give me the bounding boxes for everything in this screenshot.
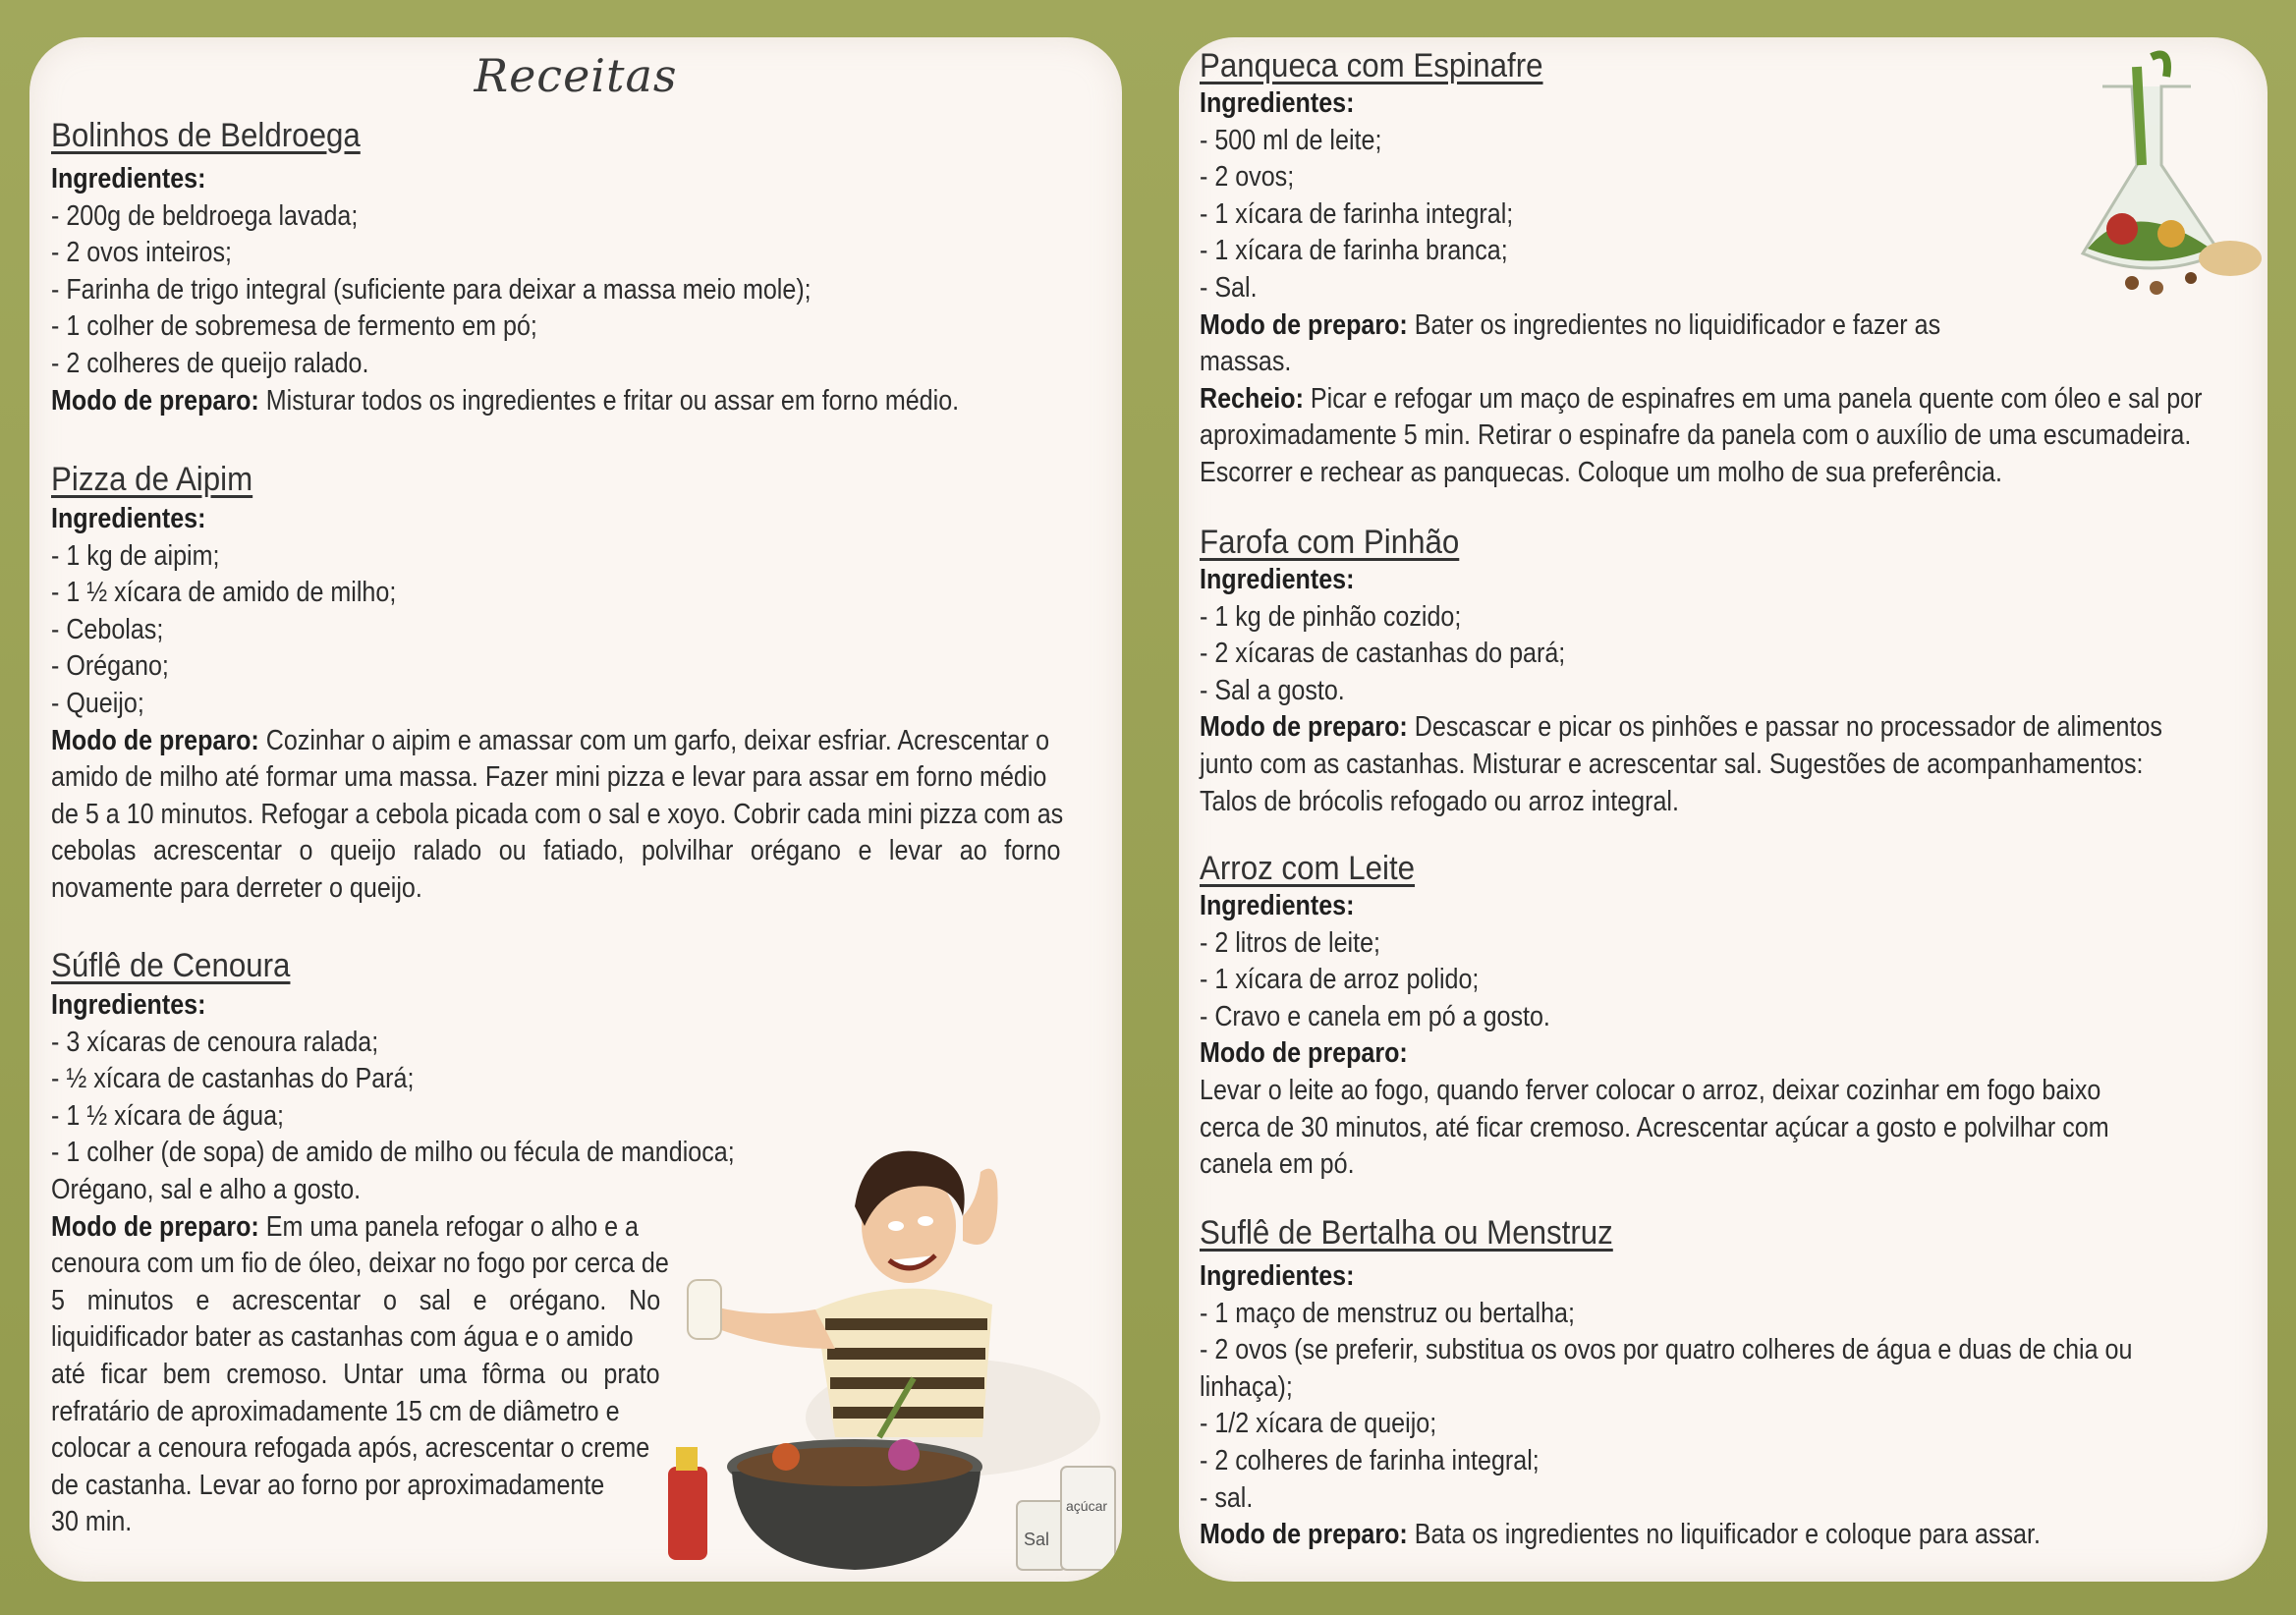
ingredient-line: - 1/2 xícara de queijo; <box>1200 1408 1437 1440</box>
ingredient-line: - 1 ½ xícara de água; <box>51 1099 285 1132</box>
left-panel <box>29 37 1122 1582</box>
ingredient-line: - 2 ovos inteiros; <box>51 237 233 269</box>
method-text: refratário de aproximadamente 15 cm de diâmetro e <box>51 1395 620 1427</box>
method-text: junto com as castanhas. Misturar e acrescentar sal. Sugestões de acompanhamentos: <box>1200 748 2144 780</box>
right-panel <box>1179 37 2268 1582</box>
page-title: Receitas <box>474 49 678 102</box>
recipe-title: Suflê de Bertalha ou Menstruz <box>1200 1214 1613 1252</box>
recipe-title: Bolinhos de Beldroega <box>51 117 361 154</box>
ingredient-line: - 2 ovos (se preferir, substitua os ovos por quatro colheres de água e duas de chia ou <box>1200 1334 2133 1366</box>
recipe-panqueca <box>1200 46 2268 492</box>
ingredient-line: - 500 ml de leite; <box>1200 124 1382 156</box>
ingredient-line: - 2 colheres de farinha integral; <box>1200 1444 1540 1476</box>
method-label: Modo de preparo: <box>1200 1519 1408 1551</box>
method-text: Cozinhar o aipim e amassar com um garfo, deixar esfriar. Acrescentar o <box>258 724 1050 756</box>
method-text: 5 minutos e acrescentar o sal e orégano. No <box>51 1284 661 1316</box>
recipe-title: Farofa com Pinhão <box>1200 524 1460 561</box>
method-text: canela em pó. <box>1200 1148 1355 1181</box>
recipe-title: Pizza de Aipim <box>51 461 253 498</box>
ingredient-line: - Cebolas; <box>51 613 164 645</box>
ingredient-line: - sal. <box>1200 1481 1254 1514</box>
ingredients-label: Ingredientes: <box>1200 564 1355 595</box>
ingredient-line: - Cravo e canela em pó a gosto. <box>1200 1000 1550 1032</box>
ingredients-label: Ingredientes: <box>51 503 206 534</box>
ingredient-line: - Sal. <box>1200 271 1258 304</box>
recipe-title: Arroz com Leite <box>1200 850 1416 887</box>
ingredient-line: - 2 xícaras de castanhas do pará; <box>1200 638 1566 670</box>
method-label: Modo de preparo: <box>1200 308 1408 341</box>
method-text: de castanha. Levar ao forno por aproximadamente <box>51 1469 605 1501</box>
method-text: novamente para derreter o queijo. <box>51 871 422 904</box>
ingredient-line: - 1 ½ xícara de amido de milho; <box>51 577 397 609</box>
ingredient-line: - Queijo; <box>51 687 144 719</box>
ingredient-line: - Farinha de trigo integral (suficiente para deixar a massa meio mole); <box>51 273 812 306</box>
method-text: Bater os ingredientes no liquidificador e fazer as <box>1407 308 1941 341</box>
recipe-title: Súflê de Cenoura <box>51 947 291 984</box>
ingredients-label: Ingredientes: <box>1200 1260 1355 1292</box>
recipe-bolinhos <box>51 116 1122 419</box>
ingredient-line: - 3 xícaras de cenoura ralada; <box>51 1026 379 1058</box>
method-text: Descascar e picar os pinhões e passar no processador de alimentos <box>1407 711 2162 744</box>
ingredient-line: - ½ xícara de castanhas do Pará; <box>51 1063 415 1095</box>
filling-label: Recheio: <box>1200 382 1304 415</box>
sugar-jar-label: açúcar <box>1066 1498 1108 1514</box>
ingredient-line: Orégano, sal e alho a gosto. <box>51 1173 362 1205</box>
method-label: Modo de preparo: <box>1200 1037 1408 1070</box>
method-text: Misturar todos os ingredientes e fritar ou assar em forno médio. <box>258 384 960 417</box>
ingredient-line: linhaça); <box>1200 1370 1293 1403</box>
ingredients-label: Ingredientes: <box>1200 87 1355 119</box>
method-text: até ficar bem cremoso. Untar uma fôrma ou prato <box>51 1358 660 1390</box>
ingredient-line: - 2 ovos; <box>1200 161 1295 194</box>
salt-jar-label: Sal <box>1024 1530 1050 1549</box>
ingredient-line: - 1 xícara de farinha integral; <box>1200 197 1514 230</box>
recipe-pizza-aipim <box>51 460 1122 908</box>
method-text: Talos de brócolis refogado ou arroz integral. <box>1200 785 1679 817</box>
ingredient-line: - 200g de beldroega lavada; <box>51 199 359 232</box>
cook-with-pot-illustration <box>668 1123 1122 1575</box>
method-label: Modo de preparo: <box>51 384 259 417</box>
method-text: Bata os ingredientes no liquificador e coloque para assar. <box>1407 1519 2041 1551</box>
ingredient-line: - Sal a gosto. <box>1200 674 1345 706</box>
method-text: Em uma panela refogar o alho e a <box>258 1210 639 1243</box>
method-text: massas. <box>1200 346 1292 378</box>
ingredient-line: - 1 xícara de farinha branca; <box>1200 235 1508 267</box>
ingredient-line: - 2 colheres de queijo ralado. <box>51 347 369 379</box>
method-label: Modo de preparo: <box>51 724 259 756</box>
method-text: cebolas acrescentar o queijo ralado ou fatiado, polvilhar orégano e levar ao forno <box>51 835 1061 867</box>
ingredient-line: - 1 kg de aipim; <box>51 539 220 572</box>
recipe-sufle-bertalha <box>1200 1213 2268 1554</box>
ingredient-line: - 2 litros de leite; <box>1200 926 1381 959</box>
method-text: amido de milho até formar uma massa. Fazer mini pizza e levar para assar em forno médio <box>51 761 1047 794</box>
recipe-farofa <box>1200 523 2268 820</box>
ingredient-line: - 1 maço de menstruz ou bertalha; <box>1200 1297 1575 1329</box>
method-label: Modo de preparo: <box>51 1210 259 1243</box>
ingredient-line: - 1 colher (de sopa) de amido de milho ou fécula de mandioca; <box>51 1137 735 1169</box>
method-text: 30 min. <box>51 1506 133 1538</box>
method-text: Levar o leite ao fogo, quando ferver colocar o arroz, deixar cozinhar em fogo baixo <box>1200 1074 2101 1106</box>
filling-text: Escorrer e rechear as panquecas. Coloque um molho de sua preferência. <box>1200 456 2002 488</box>
ingredient-line: - 1 kg de pinhão cozido; <box>1200 600 1462 633</box>
ingredients-label: Ingredientes: <box>51 989 206 1021</box>
method-text: colocar a cenoura refogada após, acrescentar o creme <box>51 1432 650 1465</box>
ingredients-label: Ingredientes: <box>1200 890 1355 921</box>
method-text: liquidificador bater as castanhas com água e o amido <box>51 1321 634 1354</box>
filling-text: aproximadamente 5 min. Retirar o espinafre da panela com o auxílio de uma escumadeira. <box>1200 419 2192 452</box>
ingredient-line: - 1 xícara de arroz polido; <box>1200 964 1480 996</box>
recipe-title: Panqueca com Espinafre <box>1200 47 1543 84</box>
method-text: cerca de 30 minutos, até ficar cremoso. Acrescentar açúcar a gosto e polvilhar com <box>1200 1111 2109 1143</box>
filling-text: Picar e refogar um maço de espinafres em uma panela quente com óleo e sal por <box>1303 382 2203 415</box>
method-text: cenoura com um fio de óleo, deixar no fogo por cerca de <box>51 1248 669 1280</box>
method-label: Modo de preparo: <box>1200 711 1408 744</box>
ingredient-line: - 1 colher de sobremesa de fermento em pó; <box>51 310 537 343</box>
ingredients-label: Ingredientes: <box>51 163 206 195</box>
method-text: de 5 a 10 minutos. Refogar a cebola picada com o sal e xoyo. Cobrir cada mini pizza com as <box>51 798 1064 830</box>
ingredient-line: - Orégano; <box>51 650 169 683</box>
recipe-arroz-leite <box>1200 849 2268 1184</box>
